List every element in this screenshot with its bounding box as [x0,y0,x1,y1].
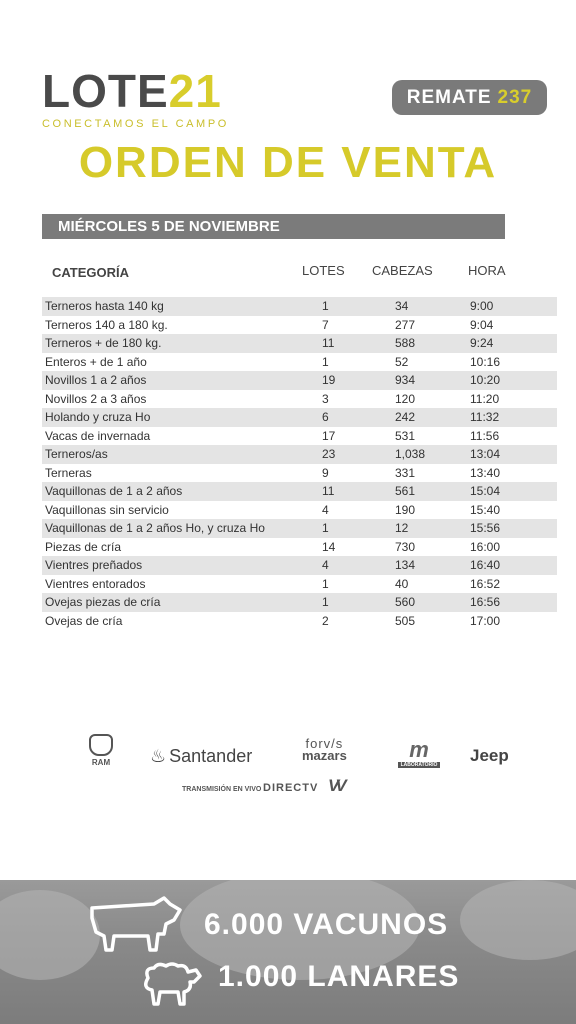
cell-lotes: 2 [322,613,329,628]
cell-categoria: Enteros + de 1 año [45,354,147,369]
table-row [42,464,557,483]
footer-banner [0,880,576,1024]
cell-categoria: Novillos 2 a 3 años [45,391,147,406]
table-row [42,334,557,353]
cell-cabezas: 531 [395,428,416,443]
mazars-top-text: forv/s [305,736,344,751]
cell-cabezas: 134 [395,558,416,573]
table-row [42,427,557,446]
lanares-count: 1.000 LANARES [218,960,460,993]
mazars-bottom-text: mazars [302,748,347,763]
table-row [42,593,557,612]
table-row [42,445,557,464]
cell-lotes: 4 [322,558,329,573]
cell-cabezas: 1,038 [395,447,426,462]
ram-text: RAM [91,758,111,767]
cell-lotes: 1 [322,595,329,610]
cell-lotes: 3 [322,391,329,406]
table-row [42,501,557,520]
laboratorio-logo [398,738,440,768]
cell-categoria: Terneras [45,465,92,480]
cell-hora: 16:56 [470,595,501,610]
cell-categoria: Vientres preñados [45,558,143,573]
santander-logo [150,746,252,767]
cell-lotes: 7 [322,317,329,332]
mazars-logo [302,738,347,762]
cell-lotes: 23 [322,447,336,462]
table-row [42,575,557,594]
table-row [42,612,557,631]
laboratorio-m-icon: m [409,737,429,762]
cell-categoria: Vaquillonas sin servicio [45,502,169,517]
remate-badge [392,80,547,115]
vacunos-count: 6.000 VACUNOS [204,908,449,941]
jeep-logo: Jeep [470,746,509,765]
table-row [42,482,557,501]
cell-lotes: 6 [322,410,329,425]
header-categoria: CATEGORÍA [52,265,130,280]
cell-hora: 15:04 [470,484,501,499]
sheep-icon [138,960,204,1010]
cell-cabezas: 12 [395,521,409,536]
header-lotes: LOTES [302,263,345,278]
cell-cabezas: 34 [395,299,409,314]
cell-cabezas: 560 [395,595,416,610]
cell-hora: 16:40 [470,558,501,573]
cell-cabezas: 277 [395,317,416,332]
ram-head-icon [89,734,113,756]
cell-lotes: 19 [322,373,336,388]
transmision-label: TRANSMISIÓN EN VIVO [182,786,262,793]
ram-logo [85,734,117,767]
cell-hora: 9:04 [470,317,494,332]
brand-logo [42,65,229,130]
cell-hora: 11:20 [470,391,500,406]
remate-label: REMATE [406,86,492,108]
cell-categoria: Vacas de invernada [45,428,151,443]
cell-cabezas: 588 [395,336,416,351]
cell-categoria: Terneros/as [45,447,108,462]
cell-lotes: 11 [322,484,335,499]
cell-cabezas: 561 [395,484,416,499]
cell-categoria: Ovejas de cría [45,613,123,628]
w-logo-icon: VV [328,776,343,795]
brand-tagline: CONECTAMOS EL CAMPO [42,118,229,130]
cell-lotes: 1 [322,576,329,591]
cell-categoria: Holando y cruza Ho [45,410,151,425]
cell-hora: 16:00 [470,539,501,554]
cell-categoria: Terneros 140 a 180 kg. [45,317,168,332]
background-blob [460,880,576,960]
page-title: ORDEN DE VENTA [78,138,498,187]
cell-lotes: 4 [322,502,329,517]
cell-cabezas: 40 [395,576,409,591]
cell-hora: 15:40 [470,502,501,517]
cow-icon [84,894,184,956]
santander-flame-icon: ♨ [150,746,167,766]
sponsors-strip [0,730,576,800]
cell-cabezas: 505 [395,613,416,628]
laboratorio-sub-text: LABORATORIO [398,762,440,768]
brand-name-word: LOTE [42,65,169,117]
cell-hora: 11:32 [470,410,500,425]
cell-cabezas: 331 [395,465,416,480]
cell-categoria: Terneros hasta 140 kg [45,299,164,314]
cell-categoria: Ovejas piezas de cría [45,595,161,610]
table-row [42,556,557,575]
cell-hora: 16:52 [470,576,501,591]
cell-categoria: Piezas de cría [45,539,122,554]
cell-hora: 13:40 [470,465,501,480]
cell-hora: 10:16 [470,354,501,369]
table-row [42,353,557,372]
cell-lotes: 17 [322,428,336,443]
cell-hora: 9:00 [470,299,494,314]
cell-cabezas: 730 [395,539,416,554]
table-row [42,538,557,557]
cell-lotes: 1 [322,354,329,369]
cell-hora: 13:04 [470,447,501,462]
cell-cabezas: 190 [395,502,416,517]
table-row [42,390,557,409]
table-row [42,371,557,390]
sale-order-table [42,297,557,630]
cell-lotes: 1 [322,299,329,314]
cell-cabezas: 52 [395,354,409,369]
cell-lotes: 1 [322,521,329,536]
brand-name-number: 21 [168,65,222,117]
directv-logo: DIRECTV [263,782,319,794]
table-row [42,408,557,427]
cell-hora: 10:20 [470,373,501,388]
cell-categoria: Novillos 1 a 2 años [45,373,147,388]
cell-categoria: Terneros + de 180 kg. [45,336,162,351]
cell-cabezas: 242 [395,410,416,425]
cell-cabezas: 934 [395,373,416,388]
cell-lotes: 14 [322,539,336,554]
cell-cabezas: 120 [395,391,416,406]
cell-hora: 11:56 [470,428,500,443]
cell-categoria: Vaquillonas de 1 a 2 años [45,484,183,499]
cell-lotes: 9 [322,465,329,480]
date-banner: MIÉRCOLES 5 DE NOVIEMBRE [42,214,505,239]
header-cabezas: CABEZAS [372,263,433,278]
remate-number: 237 [497,86,533,108]
cell-hora: 9:24 [470,336,494,351]
table-row [42,519,557,538]
table-row [42,297,557,316]
cell-hora: 17:00 [470,613,501,628]
cell-hora: 15:56 [470,521,501,536]
cell-categoria: Vaquillonas de 1 a 2 años Ho, y cruza Ho [45,521,265,536]
brand-name [42,65,229,117]
santander-text: Santander [169,746,253,766]
cell-lotes: 11 [322,336,335,351]
header-hora: HORA [468,263,506,278]
table-row [42,316,557,335]
cell-categoria: Vientres entorados [45,576,146,591]
